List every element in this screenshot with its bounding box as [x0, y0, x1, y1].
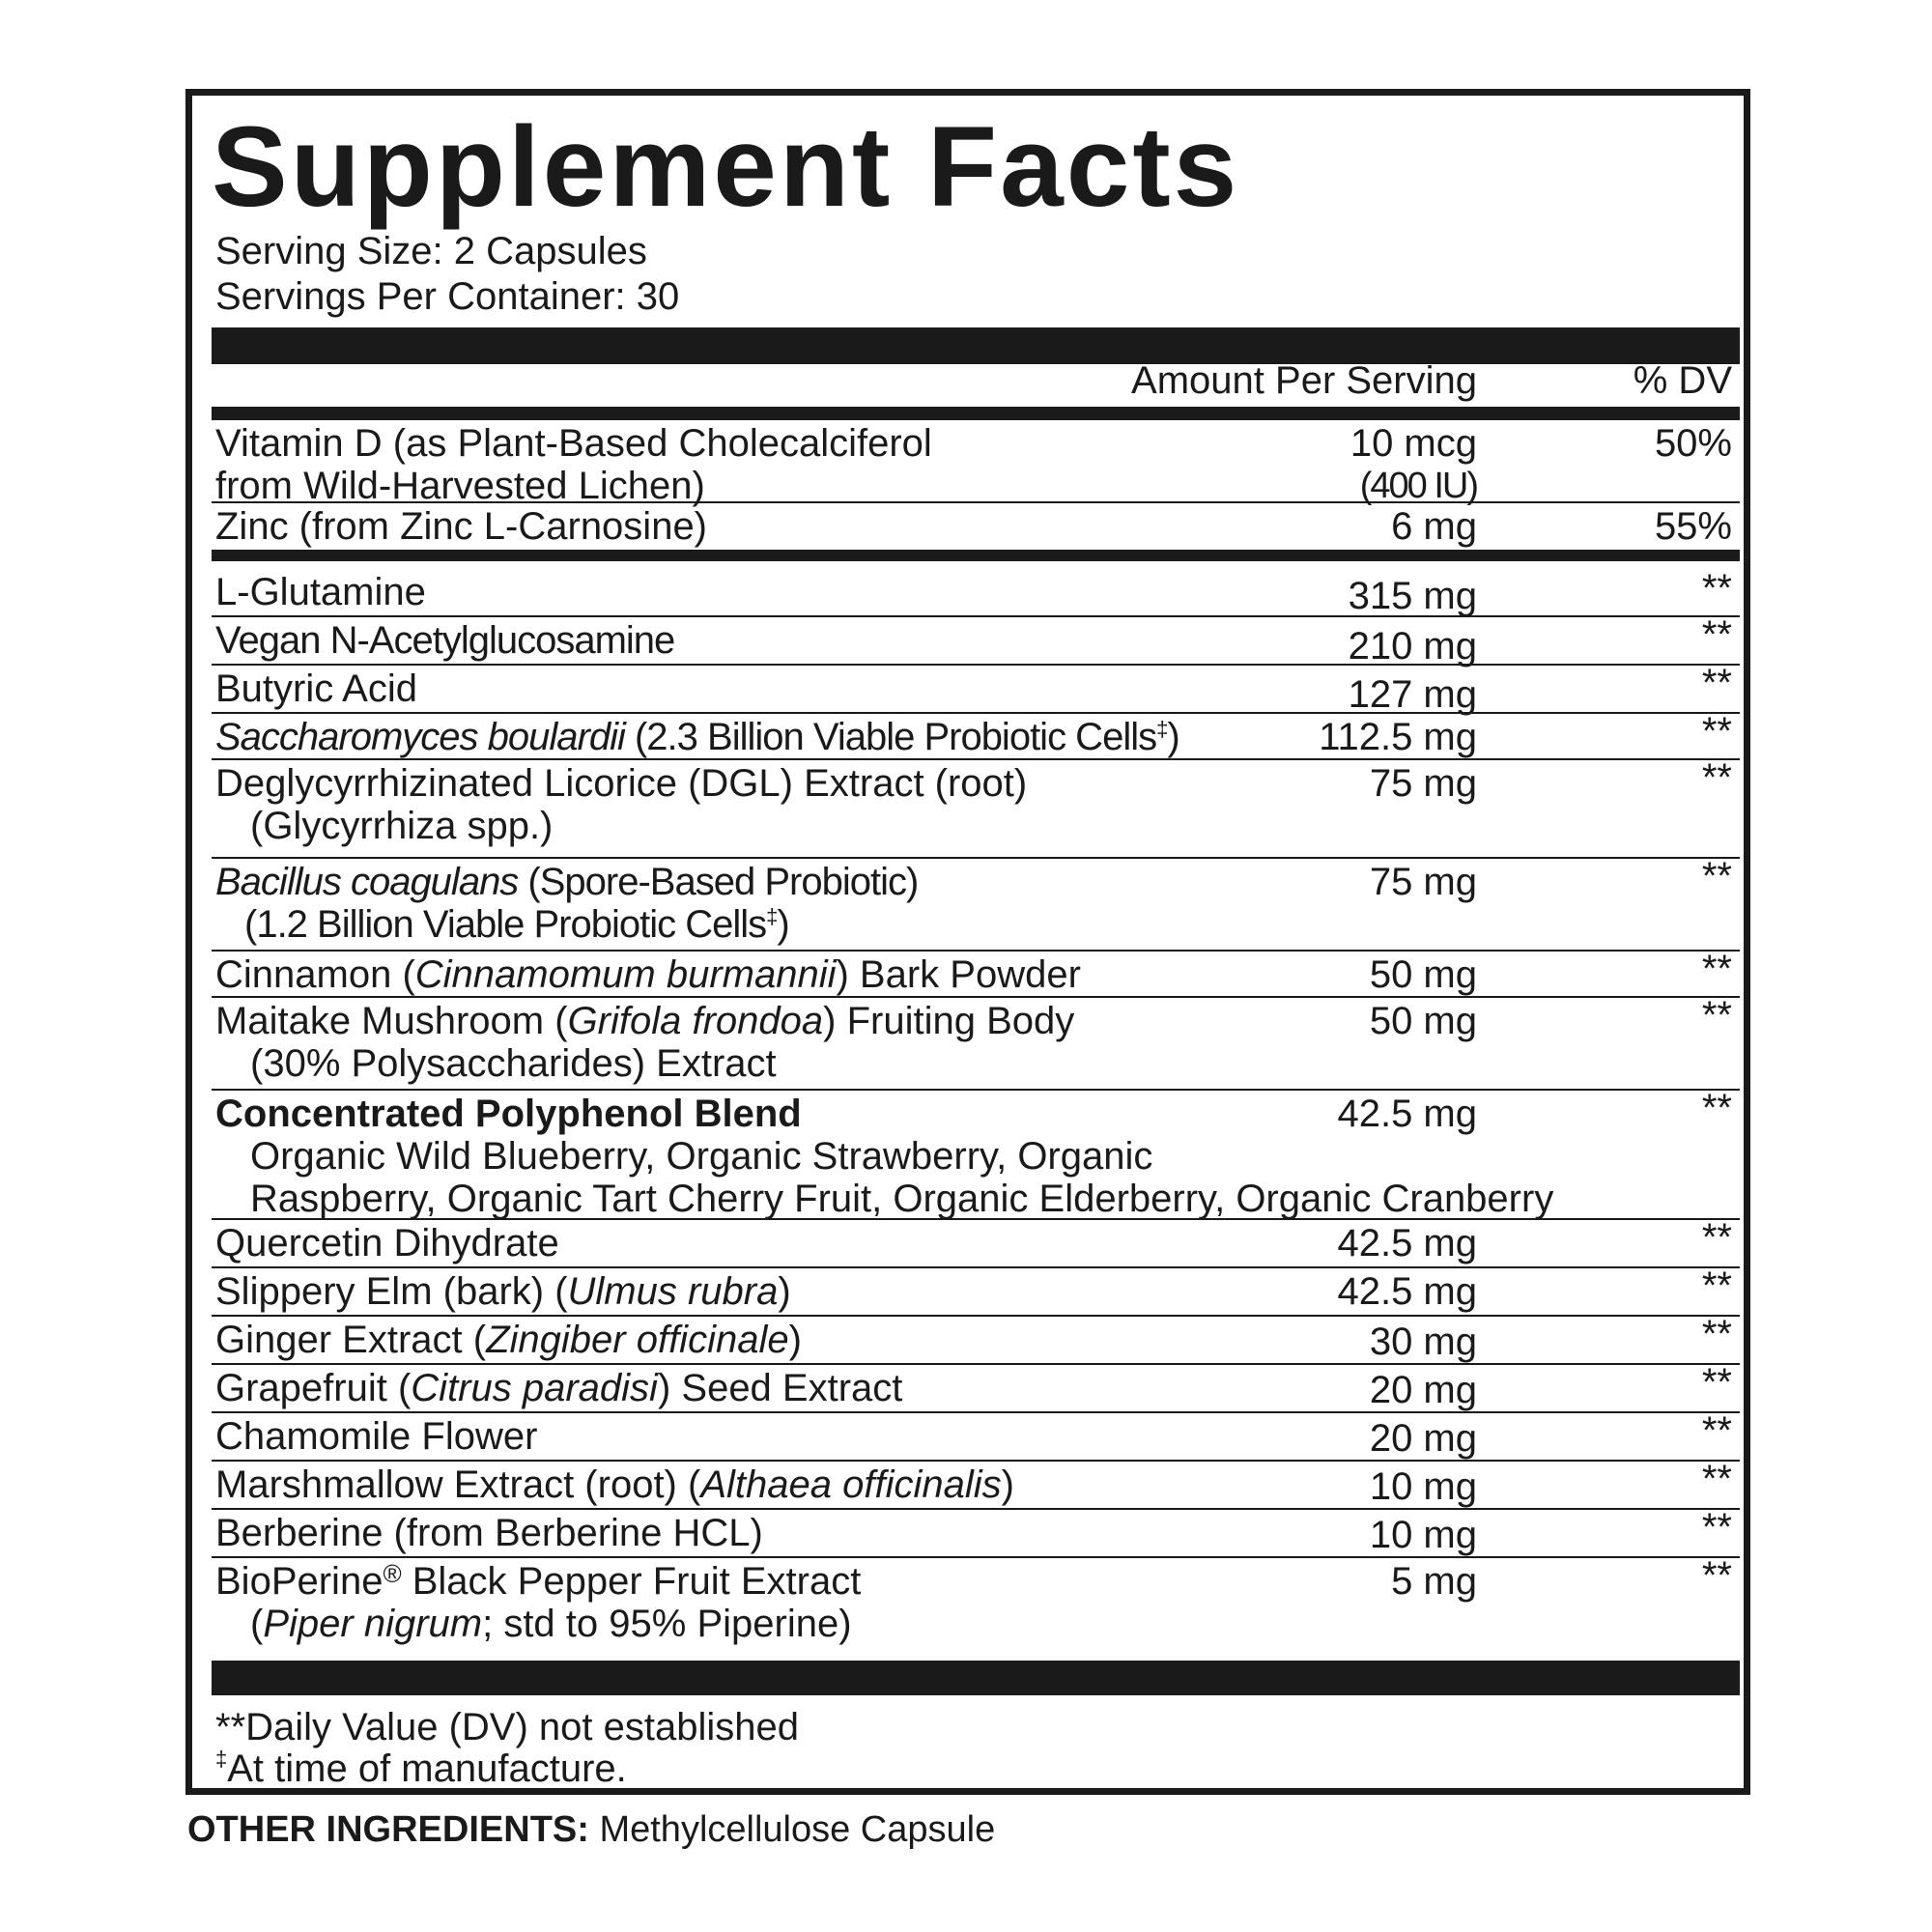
ingredient-amount: 10 mg	[1369, 1514, 1477, 1556]
nutrient-row-zinc	[212, 503, 1740, 561]
ingredient-dv: **	[1701, 1506, 1732, 1548]
ingredient-amount: 10 mg	[1369, 1465, 1477, 1508]
ingredient-amount: 75 mg	[1369, 762, 1477, 805]
ingredient-name-latin: Althaea officinalis	[700, 1463, 1002, 1506]
amount-column-header: Amount Per Serving	[1131, 359, 1477, 402]
ingredient-amount: 5 mg	[1391, 1560, 1477, 1603]
ingredient-name: Deglycyrrhizinated Licorice (DGL) Extract (root)	[215, 762, 1028, 805]
ingredient-row-cinnamon: Cinnamon (Cinnamomum burmannii) Bark Powder 50 mg **	[212, 952, 1740, 998]
registered-mark: ®	[383, 1559, 402, 1588]
footnote-dv: **Daily Value (DV) not established	[215, 1706, 800, 1748]
ingredient-name-latin: Citrus paradisi	[411, 1367, 658, 1409]
nutrient-amount: 6 mg	[1391, 505, 1477, 548]
ingredient-row-n-acetylglucosamine	[212, 613, 1740, 668]
ingredient-amount: 42.5 mg	[1337, 1222, 1477, 1264]
ingredient-name-cont: (1.2 Billion Viable Probiotic Cells	[244, 903, 767, 946]
ingredient-name: Butyric Acid	[215, 668, 417, 710]
ingredient-row-dgl	[212, 756, 1740, 859]
ingredient-amount: 75 mg	[1369, 861, 1477, 903]
ingredient-row-maitake: Maitake Mushroom (Grifola frondoa) Fruiting Body (30% Polysaccharides) Extract 50 mg **	[212, 998, 1740, 1091]
ingredient-dv: **	[1701, 710, 1732, 753]
ingredient-dv: **	[1701, 756, 1732, 799]
dagger-mark: ‡	[766, 904, 778, 928]
ingredient-row-l-glutamine	[212, 561, 1740, 617]
footnotes	[215, 1707, 799, 1790]
ingredient-dv: **	[1701, 1087, 1732, 1129]
supplement-facts-panel	[185, 89, 1750, 1795]
ingredient-name-detail: (Spore-Based Probiotic)	[518, 861, 919, 903]
thick-divider-bottom	[212, 1661, 1740, 1695]
ingredient-name-latin: Piper nigrum	[263, 1603, 483, 1645]
nutrient-dv: 50%	[1654, 422, 1732, 465]
ingredient-dv: **	[1701, 662, 1732, 704]
other-ingredients-label: OTHER INGREDIENTS:	[187, 1809, 589, 1850]
nutrient-name: Vitamin D (as Plant-Based Cholecalciferol	[215, 422, 932, 465]
other-ingredients-value: Methylcellulose Capsule	[588, 1809, 996, 1850]
ingredient-name-cont: (30% Polysaccharides) Extract	[250, 1042, 777, 1085]
blend-name: Concentrated Polyphenol Blend	[215, 1093, 802, 1135]
nutrient-dv: 55%	[1654, 505, 1732, 548]
ingredient-name-latin: Grifola frondoa	[567, 1000, 824, 1042]
ingredient-amount: 112.5 mg	[1319, 716, 1477, 758]
ingredient-row-saccharomyces: Saccharomyces boulardii (2.3 Billion Viable Probiotic Cells‡) 112.5 mg **	[212, 714, 1740, 760]
ingredient-dv: **	[1701, 1554, 1732, 1597]
servings-per-container: Servings Per Container: 30	[215, 275, 680, 318]
column-header	[212, 356, 1740, 405]
footnote-manufacture: ‡At time of manufacture.	[215, 1747, 627, 1790]
ingredient-row-berberine	[212, 1506, 1740, 1558]
ingredient-row-bioperine: BioPerine® Black Pepper Fruit Extract (Piper nigrum; std to 95% Piperine) 5 mg **	[215, 1554, 1732, 1645]
ingredient-row-polyphenol-blend	[212, 1087, 1740, 1220]
ingredient-name-detail: (2.3 Billion Viable Probiotic Cells	[624, 716, 1157, 758]
ingredient-name-latin: Saccharomyces boulardii	[215, 716, 625, 758]
ingredient-row-bacillus: Bacillus coagulans (Spore-Based Probiotic) (1.2 Billion Viable Probiotic Cells‡) 75 mg **	[212, 859, 1740, 952]
ingredient-name-latin: Cinnamomum burmannii	[414, 953, 837, 996]
nutrient-amount: 10 mcg	[1350, 422, 1477, 465]
ingredient-dv: **	[1701, 567, 1732, 610]
ingredient-dv: **	[1701, 1264, 1732, 1307]
ingredient-dv: **	[1701, 1361, 1732, 1404]
ingredient-name-latin: Zingiber officinale	[486, 1319, 789, 1361]
serving-size: Serving Size: 2 Capsules	[215, 230, 647, 272]
dagger-mark: ‡	[215, 1747, 228, 1771]
ingredient-dv: **	[1701, 1458, 1732, 1500]
ingredient-dv: **	[1701, 1409, 1732, 1452]
ingredient-amount: 42.5 mg	[1337, 1270, 1477, 1313]
ingredient-dv: **	[1701, 948, 1732, 990]
ingredient-amount: 20 mg	[1369, 1369, 1477, 1411]
nutrient-amount-iu: (400 IU)	[1359, 466, 1477, 506]
thick-divider-header	[212, 407, 1740, 420]
ingredient-name: L-Glutamine	[215, 571, 426, 613]
ingredient-dv: **	[1701, 1216, 1732, 1259]
ingredient-dv: **	[1701, 613, 1732, 656]
nutrient-table	[212, 420, 1740, 1651]
ingredient-row-ginger: Ginger Extract (Zingiber officinale) 30 mg **	[212, 1317, 1740, 1365]
ingredient-amount: 30 mg	[1369, 1321, 1477, 1363]
ingredient-amount: 50 mg	[1369, 953, 1477, 996]
nutrient-name: Zinc (from Zinc L-Carnosine)	[215, 505, 708, 548]
nutrient-row-vitamin-d	[212, 420, 1740, 507]
ingredient-amount: 210 mg	[1348, 625, 1477, 668]
ingredient-name: Vegan N-Acetylglucosamine	[215, 619, 675, 662]
dagger-mark: ‡	[1156, 717, 1168, 741]
ingredient-dv: **	[1701, 855, 1732, 897]
ingredient-name-latin: Bacillus coagulans	[215, 861, 519, 903]
ingredient-row-quercetin	[212, 1216, 1740, 1268]
ingredient-amount: 20 mg	[1369, 1417, 1477, 1460]
blend-ingredients: Organic Wild Blueberry, Organic Strawberry, Organic	[250, 1135, 1153, 1178]
blend-ingredients-cont: Raspberry, Organic Tart Cherry Fruit, Organic Elderberry, Organic Cranberry	[250, 1178, 1554, 1220]
dv-column-header: % DV	[1633, 359, 1732, 402]
ingredient-name: Berberine (from Berberine HCL)	[215, 1512, 763, 1554]
other-ingredients	[187, 1808, 995, 1851]
serving-info	[215, 229, 679, 320]
ingredient-amount: 42.5 mg	[1337, 1093, 1477, 1135]
ingredient-row-grapefruit: Grapefruit (Citrus paradisi) Seed Extract 20 mg **	[212, 1365, 1740, 1413]
ingredient-name: Quercetin Dihydrate	[215, 1222, 559, 1264]
ingredient-amount: 127 mg	[1348, 673, 1477, 716]
ingredient-name-cont: (Glycyrrhiza spp.)	[250, 805, 554, 847]
ingredient-name-latin: Ulmus rubra	[567, 1270, 779, 1313]
nutrient-name-cont: from Wild-Harvested Lichen)	[215, 465, 705, 507]
ingredient-amount: 50 mg	[1369, 1000, 1477, 1042]
ingredient-row-slippery-elm: Slippery Elm (bark) (Ulmus rubra) 42.5 mg **	[212, 1268, 1740, 1317]
ingredient-dv: **	[1701, 994, 1732, 1037]
ingredient-amount: 315 mg	[1348, 575, 1477, 617]
ingredient-dv: **	[1701, 1313, 1732, 1355]
ingredient-row-marshmallow: Marshmallow Extract (root) (Althaea officinalis) 10 mg **	[212, 1462, 1740, 1510]
ingredient-row-butyric-acid	[212, 662, 1740, 716]
ingredient-name: Chamomile Flower	[215, 1415, 538, 1458]
ingredient-row-chamomile	[212, 1409, 1740, 1462]
panel-title: Supplement Facts	[212, 103, 1240, 231]
